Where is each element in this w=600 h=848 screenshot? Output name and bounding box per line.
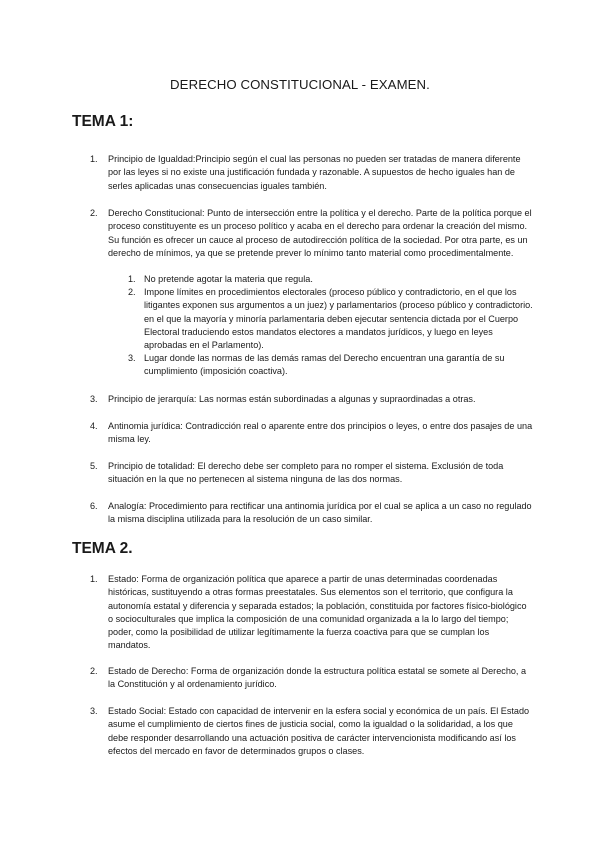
list-number: 1. bbox=[90, 574, 98, 584]
sub-list-text: No pretende agotar la materia que regula. bbox=[144, 274, 313, 284]
list-item bbox=[90, 153, 534, 193]
list-item bbox=[90, 500, 534, 527]
sub-list-text: Impone límites en procedimientos electorales (proceso público y contradictorio, en el que los litigantes exponen sus argumentos a un juez) y parlamentarios (proceso público y contradictorio. en el que la mayoría y minoría parlamentaria deben ejecutar sentencia dictada por el Cuerpo Electoral traduciendo estos mandatos electores a mandatos jurídicos, y luego en leyes aprobadas en el Parlamento). bbox=[144, 287, 533, 351]
list-text: Principio de jerarquía: Las normas están subordinadas a algunas y supraordinadas a otras. bbox=[108, 394, 476, 404]
sub-list-item bbox=[128, 286, 534, 352]
list-number: 3. bbox=[90, 706, 98, 716]
list-number: 4. bbox=[90, 421, 98, 431]
sub-list-number: 3. bbox=[128, 353, 136, 363]
list-number: 1. bbox=[90, 154, 98, 164]
list-item bbox=[90, 393, 534, 406]
list-number: 3. bbox=[90, 394, 98, 404]
list-item bbox=[90, 665, 534, 692]
tema2-heading: TEMA 2. bbox=[72, 540, 133, 557]
list-item bbox=[90, 705, 534, 758]
list-text: Estado de Derecho: Forma de organización donde la estructura política estatal se somete al Derecho, a la Constitución y al ordenamiento jurídico. bbox=[108, 666, 527, 690]
list-item bbox=[90, 420, 534, 447]
list-text: Principio de Igualdad:Principio según el cual las personas no pueden ser tratadas de manera diferente por las leyes si no existe una justificación fundada y razonable. A supuestos de hecho iguales han de serles aplicadas unas consecuencias iguales también. bbox=[108, 154, 521, 191]
tema1-heading: TEMA 1: bbox=[72, 113, 134, 130]
list-number: 6. bbox=[90, 501, 98, 511]
list-number: 2. bbox=[90, 666, 98, 676]
sub-list-number: 1. bbox=[128, 274, 136, 284]
list-text: Estado: Forma de organización política que aparece a partir de unas determinadas coordenadas históricas, sustituyendo a otras formas preestatales. Sus elementos son el territorio, que configura la autonomía estatal y diferencia y separada estados; la población, constituida por factores físico-biológico o socioculturales que implica la composición de una comunidad organizada a la lo largo del tiempo; poder, como la posibilidad de utilizar legítimamente la fuerza coactiva para que se cumplan los mandatos. bbox=[108, 574, 527, 651]
list-text: Derecho Constitucional: Punto de intersección entre la política y el derecho. Parte de la política porque el proceso constituyente es un proceso político y acaba en el derecho para ordenar la creación del mismo. Su función es ofrecer un cauce al proceso de autodirección política de la sociedad. Por otra parte, es un derecho de mínimos, ya que se pretende prever lo mínimo tanto material como procedimentalmente. bbox=[108, 208, 532, 258]
list-number: 5. bbox=[90, 461, 98, 471]
list-item bbox=[90, 460, 534, 487]
list-text: Estado Social: Estado con capacidad de intervenir en la esfera social y económica de un país. El Estado asume el cumplimiento de ciertos fines de justicia social, como la igualdad o la solidaridad, a los que debe responder desarrollando una actuación positiva de carácter intervencionista modificando así los efectos del mercado en favor de determinados grupos o clases. bbox=[108, 706, 530, 756]
list-number: 2. bbox=[90, 208, 98, 218]
list-item bbox=[90, 573, 534, 653]
sub-list-item bbox=[128, 273, 534, 286]
sub-list-item bbox=[128, 352, 534, 379]
sub-list-number: 2. bbox=[128, 287, 136, 297]
sub-list-text: Lugar donde las normas de las demás ramas del Derecho encuentran una garantía de su cumplimiento (imposición coactiva). bbox=[144, 353, 505, 377]
list-item bbox=[90, 207, 534, 260]
list-text: Antinomia jurídica: Contradicción real o aparente entre dos principios o leyes, o entre dos pasajes de una misma ley. bbox=[108, 421, 533, 445]
list-text: Principio de totalidad: El derecho debe ser completo para no romper el sistema. Exclusión de toda situación en la que no pertenecen al sistema ninguna de las dos normas. bbox=[108, 461, 504, 485]
page-title: DERECHO CONSTITUCIONAL - EXAMEN. bbox=[170, 77, 430, 92]
list-text: Analogía: Procedimiento para rectificar una antinomia jurídica por el cual se aplica a un caso no regulado la misma disciplina utilizada para la resolución de un caso similar. bbox=[108, 501, 532, 525]
